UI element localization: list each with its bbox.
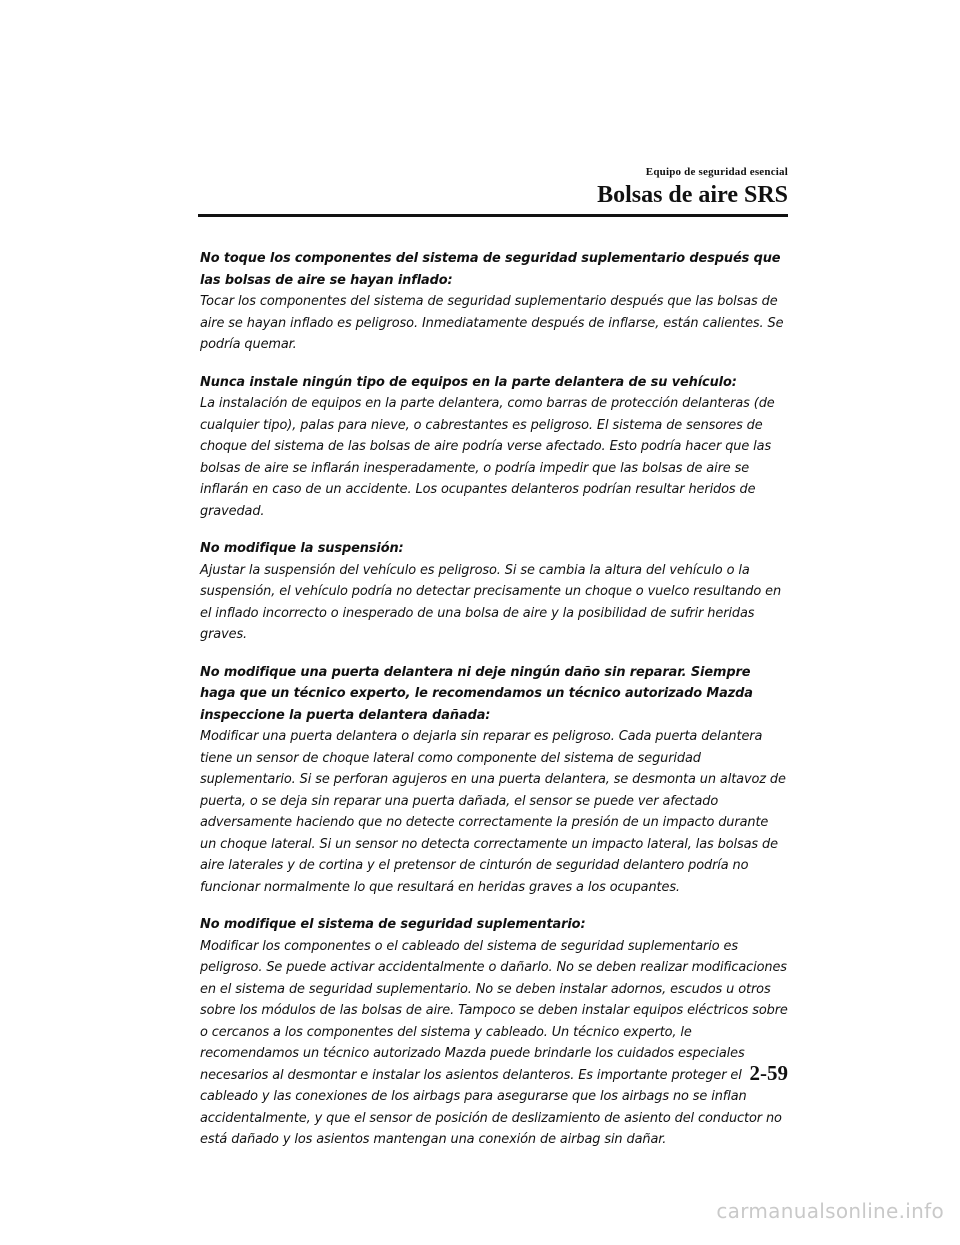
warning-block [200, 248, 788, 356]
warning-body: Ajustar la suspensión del vehículo es peligroso. Si se cambia la altura del vehículo o la suspensión, el vehículo podría no detectar precisamente un choque o vuelco resultando en el inflado incorrecto o inesperado de una bolsa de aire y la posibilidad de sufrir heridas graves. [200, 562, 782, 642]
warning-body: Tocar los componentes del sistema de seguridad suplementario después que las bolsas de aire se hayan inflado es peligroso. Inmediatamente después de inflarse, están calientes. Se podría quemar. [200, 294, 784, 352]
warning-block [200, 662, 788, 899]
header-rule [198, 214, 788, 217]
warning-block [200, 538, 788, 646]
warning-heading: No modifique una puerta delantera ni deje ningún daño sin reparar. Siempre haga que un técnico experto, le recomendamos un técnico autorizado Mazda inspeccione la puerta delantera dañada: [200, 664, 753, 723]
warning-heading: No modifique el sistema de seguridad suplementario: [200, 917, 586, 932]
warning-heading: Nunca instale ningún tipo de equipos en la parte delantera de su vehículo: [200, 374, 737, 390]
warning-block [200, 914, 788, 1151]
section-label: Equipo de seguridad esencial [645, 166, 788, 178]
warning-block [200, 372, 788, 523]
watermark-text: carmanualsonline.info [716, 1199, 944, 1223]
warning-body: La instalación de equipos en la parte delantera, como barras de protección delanteras (de cualquier tipo), palas para nieve, o cabrestantes es peligroso. El sistema de sensores de choque del sistema de las bolsas de aire podría verse afectado. Esto podría hacer que las bolsas de aire se inflarán inesperadamente, o podría impedir que las bolsas de aire se inflarán en caso de un accidente. Los ocupantes delanteros podrían resultar heridos de gravedad. [200, 396, 775, 519]
warning-content [200, 248, 788, 1167]
warning-body: Modificar una puerta delantera o dejarla sin reparar es peligroso. Cada puerta delantera tiene un sensor de choque lateral como componente del sistema de seguridad suplementario. Si se perforan agujeros en una puerta delantera, se desmonta un altavoz de puerta, o se deja sin reparar una puerta dañada, el sensor se puede ver afectado adversamente haciendo que no detecte correctamente la presión de un impacto durante un choque lateral. Si un sensor no detecta correctamente un impacto lateral, las bolsas de aire laterales y de cortina y el pretensor de cinturón de seguridad delantero podría no funcionar normalmente lo que resultará en heridas graves a los ocupantes. [200, 729, 786, 895]
warning-body: Modificar los componentes o el cableado del sistema de seguridad suplementario es peligroso. Se puede activar accidentalmente o dañarlo. No se deben realizar modificaciones en el sistema de seguridad suplementario. No se deben instalar adornos, escudos u otros sobre los módulos de las bolsas de aire. Tampoco se deben instalar equipos eléctricos sobre o cercanos a los componentes del sistema y cableado. Un técnico experto, le recomendamos un técnico autorizado Mazda puede brindarle los cuidados especiales necesarios al desmontar e instalar los asientos delanteros. Es importante proteger el cableado y las conexiones de los airbags para asegurarse que los airbags no se inflan accidentalmente, y que el sensor de posición de deslizamiento de asiento del conductor no está dañado y los asientos mantengan una conexión de airbag sin dañar. [200, 938, 788, 1147]
warning-heading: No toque los componentes del sistema de seguridad suplementario después que las bolsas de aire se hayan inflado: [200, 251, 781, 288]
page-number: 2-59 [749, 1061, 788, 1085]
warning-heading: No modifique la suspensión: [200, 541, 404, 556]
section-title: Bolsas de aire SRS [597, 182, 788, 208]
